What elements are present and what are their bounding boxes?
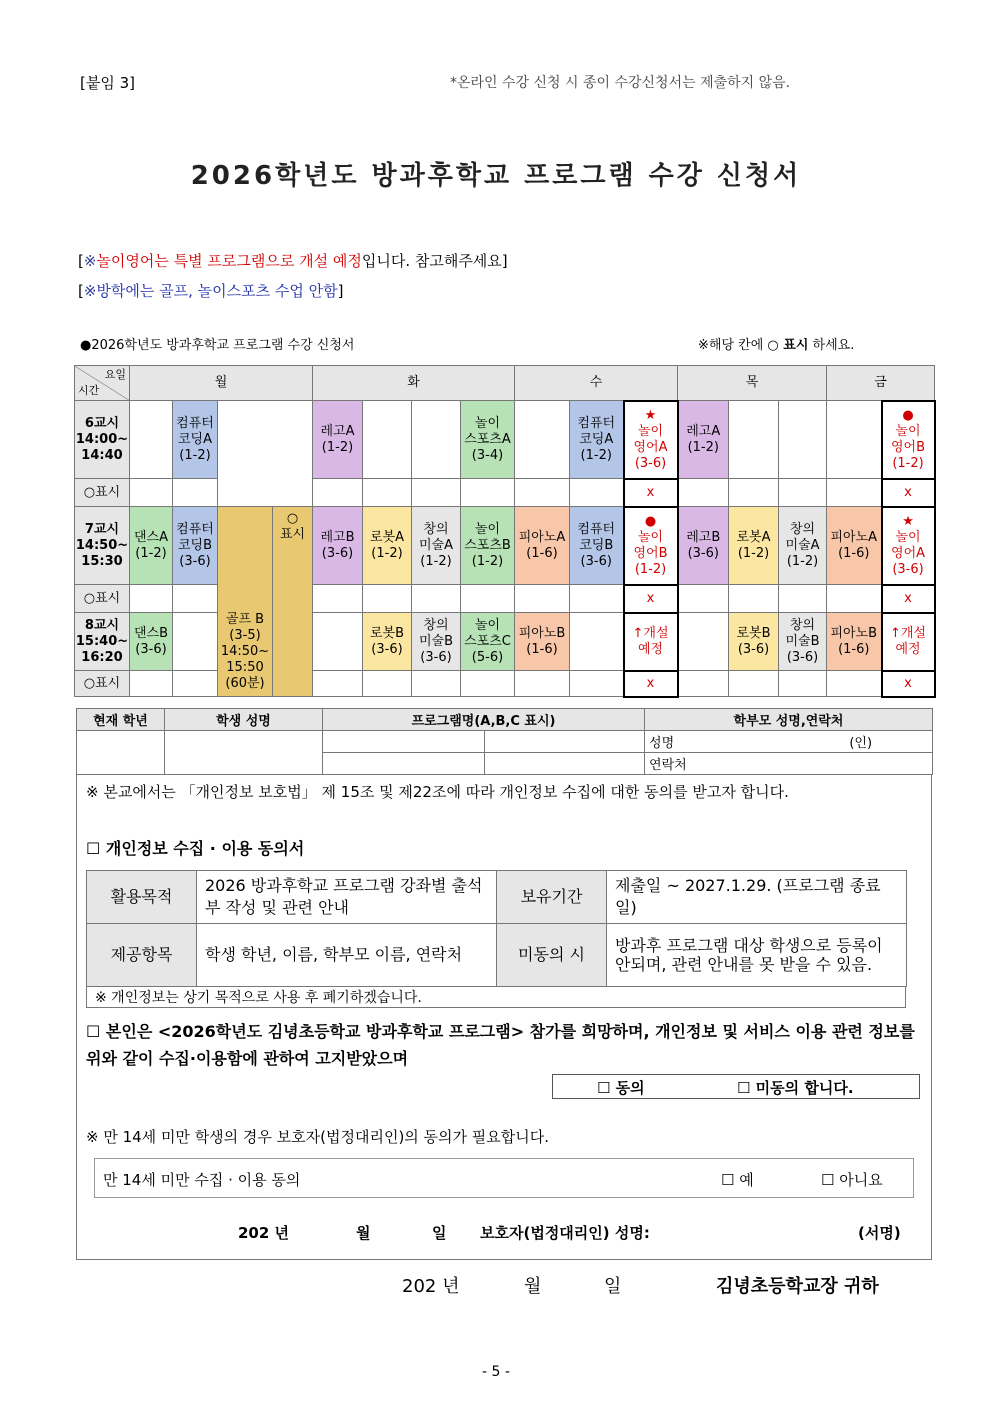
period-6: 6교시 14:00~ 14:40 xyxy=(75,401,130,479)
day-wed: 수 xyxy=(515,366,678,401)
mark-cell[interactable] xyxy=(461,479,515,507)
items-header: 제공항목 xyxy=(87,924,197,987)
student-info-table xyxy=(76,708,933,775)
mark-cell[interactable] xyxy=(779,479,827,507)
header-grade: 현재 학년 xyxy=(77,709,165,731)
mark-cell[interactable] xyxy=(570,479,624,507)
header-program: 프로그램명(A,B,C 표시) xyxy=(323,709,645,731)
disagree-value: 방과후 프로그램 대상 학생으로 등록이 안되며, 관련 안내를 못 받을 수 있음. xyxy=(607,924,907,987)
addressee: 김녕초등학교장 귀하 xyxy=(716,1276,879,1297)
empty-cell xyxy=(827,401,882,479)
guardian-label: 보호자(법정대리인) 성명: xyxy=(480,1224,650,1242)
program-dance-b: 댄스B (3-6) xyxy=(130,613,173,671)
mark-cell[interactable] xyxy=(461,585,515,613)
header-student-name: 학생 성명 xyxy=(165,709,323,731)
mark-cell[interactable] xyxy=(729,671,779,697)
mark-cell-disabled: x xyxy=(882,479,935,507)
program-lego-a: 레고A (1-2) xyxy=(678,401,729,479)
dot-icon: ● xyxy=(644,513,657,529)
mark-cell[interactable] xyxy=(130,479,173,507)
mark-cell[interactable] xyxy=(570,585,624,613)
mark-cell-disabled: x xyxy=(624,479,678,507)
sign-year: 202 년 xyxy=(238,1224,290,1242)
schedule-table xyxy=(74,365,936,698)
program-english-a: ★ 놀이 영어A (3-6) xyxy=(882,507,935,585)
empty-cell xyxy=(363,401,412,479)
program-robot-b: 로봇B (3-6) xyxy=(363,613,412,671)
mark-cell[interactable] xyxy=(412,671,461,697)
retention-header: 보유기간 xyxy=(497,871,607,924)
empty-cell xyxy=(218,401,313,507)
mark-cell[interactable] xyxy=(515,479,570,507)
agree-box xyxy=(552,1074,920,1099)
disagree-checkbox[interactable]: ☐ 미동의 합니다. xyxy=(737,1079,854,1097)
program-robot-a: 로봇A (1-2) xyxy=(363,507,412,585)
program-lego-b: 레고B (3-6) xyxy=(313,507,363,585)
program-coding-b: 컴퓨터 코딩B (3-6) xyxy=(570,507,624,585)
program-art-b: 창의 미술B (3-6) xyxy=(779,613,827,671)
program-golf-b: 골프 B (3-5) 14:50~ 15:50 (60분) xyxy=(218,507,273,697)
program-english-b: ● 놀이 영어B (1-2) xyxy=(882,401,935,479)
program-field[interactable] xyxy=(323,731,485,753)
disagree-header: 미동의 시 xyxy=(497,924,607,987)
mark-cell[interactable] xyxy=(461,671,515,697)
under14-note: ※ 만 14세 미만 학생의 경우 보호자(법정대리인)의 동의가 필요합니다. xyxy=(86,1128,550,1146)
mark-cell[interactable] xyxy=(363,585,412,613)
program-sports-c: 놀이 스포츠C (5-6) xyxy=(461,613,515,671)
empty-cell xyxy=(678,613,729,671)
no-checkbox[interactable]: ☐ 아니요 xyxy=(821,1171,883,1189)
period-8: 8교시 15:40~ 16:20 xyxy=(75,613,130,671)
program-sports-b: 놀이 스포츠B (1-2) xyxy=(461,507,515,585)
planned-cell: ↑개설 예정 xyxy=(882,613,935,671)
mark-cell[interactable] xyxy=(827,479,882,507)
mark-cell[interactable] xyxy=(313,479,363,507)
items-value: 학생 학년, 이름, 학부모 이름, 연락처 xyxy=(197,924,497,987)
yes-checkbox[interactable]: ☐ 예 xyxy=(721,1171,754,1189)
day-tue: 화 xyxy=(313,366,515,401)
disposal-note: ※ 개인정보는 상기 목적으로 사용 후 폐기하겠습니다. xyxy=(86,986,906,1008)
mark-cell-disabled: x xyxy=(624,585,678,613)
empty-cell xyxy=(570,613,624,671)
empty-cell xyxy=(313,613,363,671)
mark-cell[interactable] xyxy=(130,585,173,613)
program-field[interactable] xyxy=(485,731,645,753)
program-piano-b: 피아노B (1-6) xyxy=(827,613,882,671)
mark-cell[interactable] xyxy=(173,671,218,697)
star-icon: ★ xyxy=(644,407,657,423)
empty-cell xyxy=(515,401,570,479)
program-english-b: ● 놀이 영어B (1-2) xyxy=(624,507,678,585)
program-field[interactable] xyxy=(323,753,485,775)
mark-cell[interactable] xyxy=(678,671,729,697)
program-piano-a: 피아노A (1-6) xyxy=(515,507,570,585)
purpose-value: 2026 방과후학교 프로그램 강좌별 출석부 작성 및 관련 안내 xyxy=(197,871,497,924)
empty-cell xyxy=(173,613,218,671)
mark-cell[interactable] xyxy=(827,585,882,613)
mark-cell[interactable] xyxy=(779,585,827,613)
mark-cell[interactable] xyxy=(363,671,412,697)
sign-placeholder[interactable]: (서명) xyxy=(858,1224,901,1242)
header-parent: 학부모 성명,연락처 xyxy=(645,709,933,731)
program-coding-b: 컴퓨터 코딩B (3-6) xyxy=(173,507,218,585)
program-robot-a: 로봇A (1-2) xyxy=(729,507,779,585)
empty-cell xyxy=(779,401,827,479)
program-robot-b: 로봇B (3-6) xyxy=(729,613,779,671)
program-coding-a: 컴퓨터 코딩A (1-2) xyxy=(173,401,218,479)
mark-cell[interactable] xyxy=(827,671,882,697)
planned-cell: ↑개설 예정 xyxy=(624,613,678,671)
mark-cell[interactable] xyxy=(515,671,570,697)
under14-box xyxy=(94,1158,914,1198)
sign-day: 일 xyxy=(432,1224,447,1242)
mark-cell[interactable] xyxy=(412,479,461,507)
corner-cell: 요일 시간 xyxy=(75,366,130,401)
sign-month: 월 xyxy=(356,1224,371,1242)
period-7: 7교시 14:50~ 15:30 xyxy=(75,507,130,585)
program-lego-b: 레고B (3-6) xyxy=(678,507,729,585)
mark-cell[interactable] xyxy=(678,479,729,507)
schedule-heading: ●2026학년도 방과후학교 프로그램 수강 신청서 xyxy=(80,338,355,353)
mark-cell-disabled: x xyxy=(624,671,678,697)
mark-cell-disabled: x xyxy=(882,585,935,613)
purpose-header: 활용목적 xyxy=(87,871,197,924)
mark-cell[interactable] xyxy=(173,585,218,613)
under14-label: 만 14세 미만 수집 · 이용 동의 xyxy=(103,1171,301,1189)
mark-cell[interactable] xyxy=(729,479,779,507)
program-field[interactable] xyxy=(485,753,645,775)
footer-year: 202 년 xyxy=(402,1276,460,1297)
day-fri: 금 xyxy=(827,366,935,401)
attachment-label: [붙임 3] xyxy=(80,74,135,92)
mark-cell[interactable] xyxy=(173,479,218,507)
mark-cell[interactable] xyxy=(678,585,729,613)
retention-value: 제출일 ~ 2027.1.29. (프로그램 종료일) xyxy=(607,871,907,924)
empty-cell xyxy=(729,401,779,479)
mark-cell[interactable] xyxy=(729,585,779,613)
note-english: [※놀이영어는 특별 프로그램으로 개설 예정입니다. 참고해주세요] xyxy=(78,252,508,270)
mark-row-label: ○표시 xyxy=(75,585,130,613)
mark-cell[interactable] xyxy=(363,479,412,507)
program-english-a: ★ 놀이 영어A (3-6) xyxy=(624,401,678,479)
dot-icon: ● xyxy=(902,407,914,423)
student-name-field[interactable] xyxy=(165,731,323,775)
consent-statement: ☐ 본인은 <2026학년도 김녕초등학교 방과후학교 프로그램> 참가를 희망하며, 개인정보 및 서비스 이용 관련 정보를 위와 같이 수집·이용함에 관하여 고지받았으며 xyxy=(86,1022,915,1068)
footer-month: 월 xyxy=(524,1276,542,1297)
empty-cell xyxy=(130,401,173,479)
mark-cell[interactable] xyxy=(313,671,363,697)
mark-row-label: ○표시 xyxy=(75,671,130,697)
day-thu: 목 xyxy=(678,366,827,401)
parent-name-field[interactable]: 성명 (인) xyxy=(645,731,933,753)
mark-cell[interactable] xyxy=(570,671,624,697)
note-vacation: [※방학에는 골프, 놀이스포츠 수업 안함] xyxy=(78,282,344,300)
mark-cell[interactable] xyxy=(313,585,363,613)
grade-field[interactable] xyxy=(77,731,165,775)
golf-mark-cell[interactable]: ○ 표시 xyxy=(273,507,313,697)
mark-cell-disabled: x xyxy=(882,671,935,697)
program-art-b: 창의 미술B (3-6) xyxy=(412,613,461,671)
mark-cell[interactable] xyxy=(130,671,173,697)
page-title: 2026학년도 방과후학교 프로그램 수강 신청서 xyxy=(190,161,802,191)
mark-cell[interactable] xyxy=(412,585,461,613)
privacy-heading: ☐ 개인정보 수집 · 이용 동의서 xyxy=(86,839,305,858)
program-piano-b: 피아노B (1-6) xyxy=(515,613,570,671)
mark-cell[interactable] xyxy=(779,671,827,697)
program-sports-a: 놀이 스포츠A (3-4) xyxy=(461,401,515,479)
empty-cell xyxy=(412,401,461,479)
program-coding-a: 컴퓨터 코딩A (1-2) xyxy=(570,401,624,479)
star-icon: ★ xyxy=(902,513,914,529)
footer-day: 일 xyxy=(604,1276,622,1297)
day-mon: 월 xyxy=(130,366,313,401)
program-art-a: 창의 미술A (1-2) xyxy=(412,507,461,585)
program-piano-a: 피아노A (1-6) xyxy=(827,507,882,585)
contact-field[interactable]: 연락처 xyxy=(645,753,933,775)
schedule-instruction: ※해당 칸에 ○ 표시 하세요. xyxy=(698,338,855,353)
mark-row-label: ○표시 xyxy=(75,479,130,507)
program-dance-a: 댄스A (1-2) xyxy=(130,507,173,585)
agree-checkbox[interactable]: ☐ 동의 xyxy=(597,1079,645,1097)
page-number: - 5 - xyxy=(482,1364,510,1380)
online-note: *온라인 수강 신청 시 종이 수강신청서는 제출하지 않음. xyxy=(450,75,791,91)
privacy-table xyxy=(86,870,907,987)
program-lego-a: 레고A (1-2) xyxy=(313,401,363,479)
mark-cell[interactable] xyxy=(515,585,570,613)
privacy-intro: ※ 본교에서는 「개인정보 보호법」 제 15조 및 제22조에 따라 개인정보 수집에 대한 동의를 받고자 합니다. xyxy=(86,783,789,801)
program-art-a: 창의 미술A (1-2) xyxy=(779,507,827,585)
